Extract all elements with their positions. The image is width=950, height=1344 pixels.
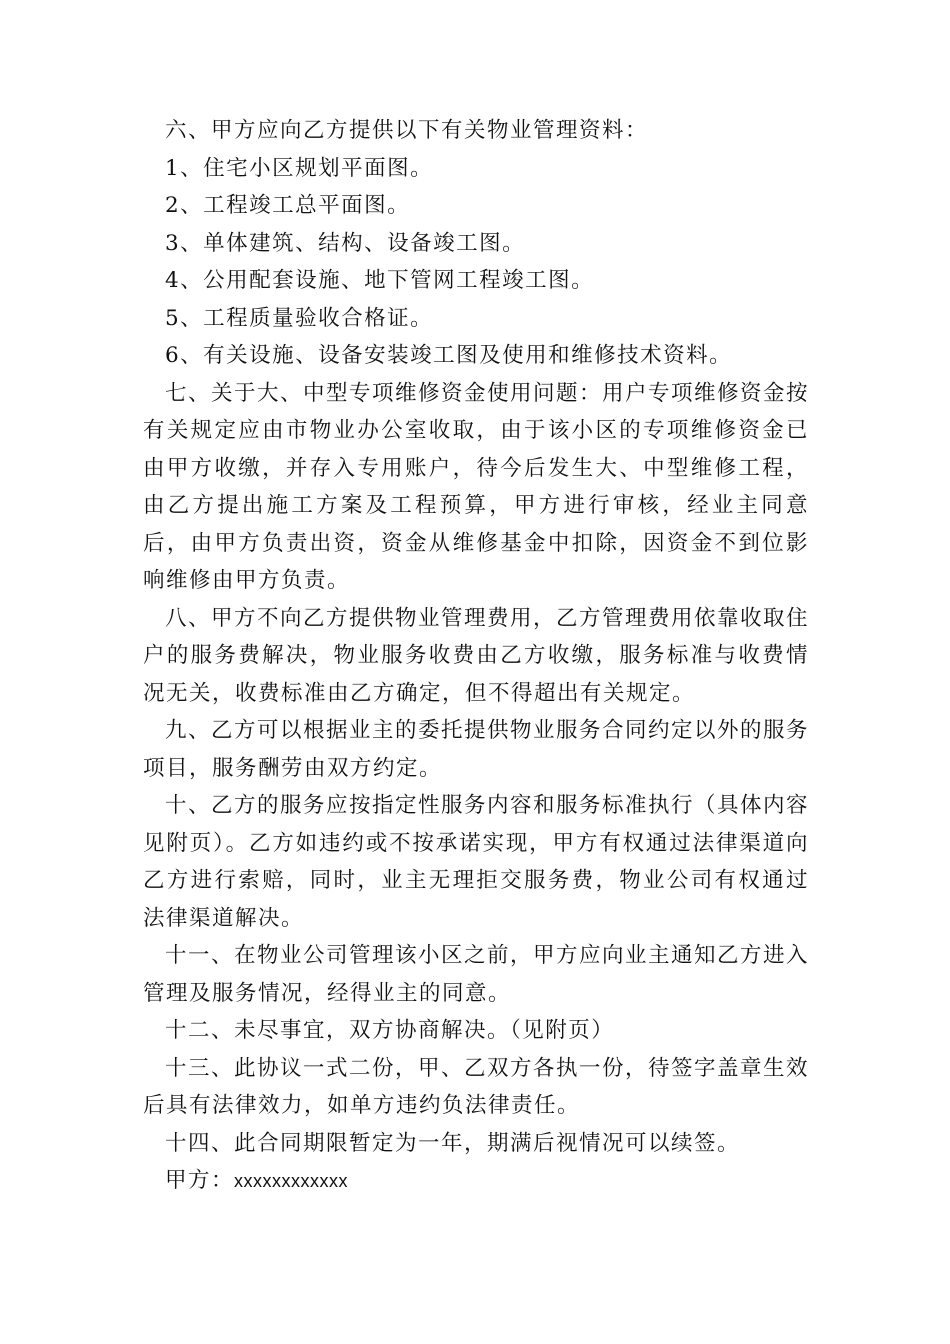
section-12-paragraph: 十二、未尽事宜，双方协商解决。（见附页） (165, 1018, 615, 1043)
party-a-name: xxxxxxxxxxxx (234, 1171, 349, 1191)
party-a-signature-line (143, 1162, 809, 1201)
section-8-paragraph: 八、甲方不向乙方提供物业管理费用，乙方管理费用依靠收取住户的服务费解决，物业服务收费由乙方收缴，服务标准与收费情况无关，收费标准由乙方确定，但不得超出有关规定。 (143, 605, 810, 706)
list-item: 2、工程竣工总平面图。 (165, 193, 411, 218)
list-item: 4、公用配套设施、地下管网工程竣工图。 (165, 268, 595, 293)
section-11-paragraph: 十一、在物业公司管理该小区之前，甲方应向业主通知乙方进入管理及服务情况，经得业主的同意。 (143, 943, 810, 1006)
list-item: 3、单体建筑、结构、设备竣工图。 (165, 230, 526, 256)
section-6-heading: 六、甲方应向乙方提供以下有关物业管理资料： (165, 118, 649, 143)
list-item: 5、工程质量验收合格证。 (165, 305, 434, 331)
list-item: 6、有关设施、设备安装竣工图及使用和维修技术资料。 (165, 343, 733, 368)
party-a-label: 甲方： (165, 1168, 235, 1193)
section-9-paragraph: 九、乙方可以根据业主的委托提供物业服务合同约定以外的服务项目，服务酬劳由双方约定。 (143, 718, 810, 781)
section-10-paragraph: 十、乙方的服务应按指定性服务内容和服务标准执行（具体内容见附页）。乙方如违约或不按承诺实现，甲方有权通过法律渠道向乙方进行索赔，同时，业主无理拒交服务费，物业公司有权通过法律渠道解决。 (143, 793, 810, 931)
list-item: 1、住宅小区规划平面图。 (165, 155, 434, 181)
section-7-paragraph: 七、关于大、中型专项维修资金使用问题：用户专项维修资金按有关规定应由市物业办公室收取，由于该小区的专项维修资金已由甲方收缴，并存入专用账户，待今后发生大、中型维修工程，由乙方提出施工方案及工程预算，甲方进行审核，经业主同意后，由甲方负责出资，资金从维修基金中扣除，因资金不到位影响维修由甲方负责。 (143, 380, 810, 593)
document-page (143, 112, 809, 1201)
section-13-paragraph: 十三、此协议一式二份，甲、乙双方各执一份，待签字盖章生效后具有法律效力，如单方违约负法律责任。 (143, 1055, 810, 1118)
section-14-paragraph: 十四、此合同期限暂定为一年，期满后视情况可以续签。 (165, 1130, 741, 1156)
